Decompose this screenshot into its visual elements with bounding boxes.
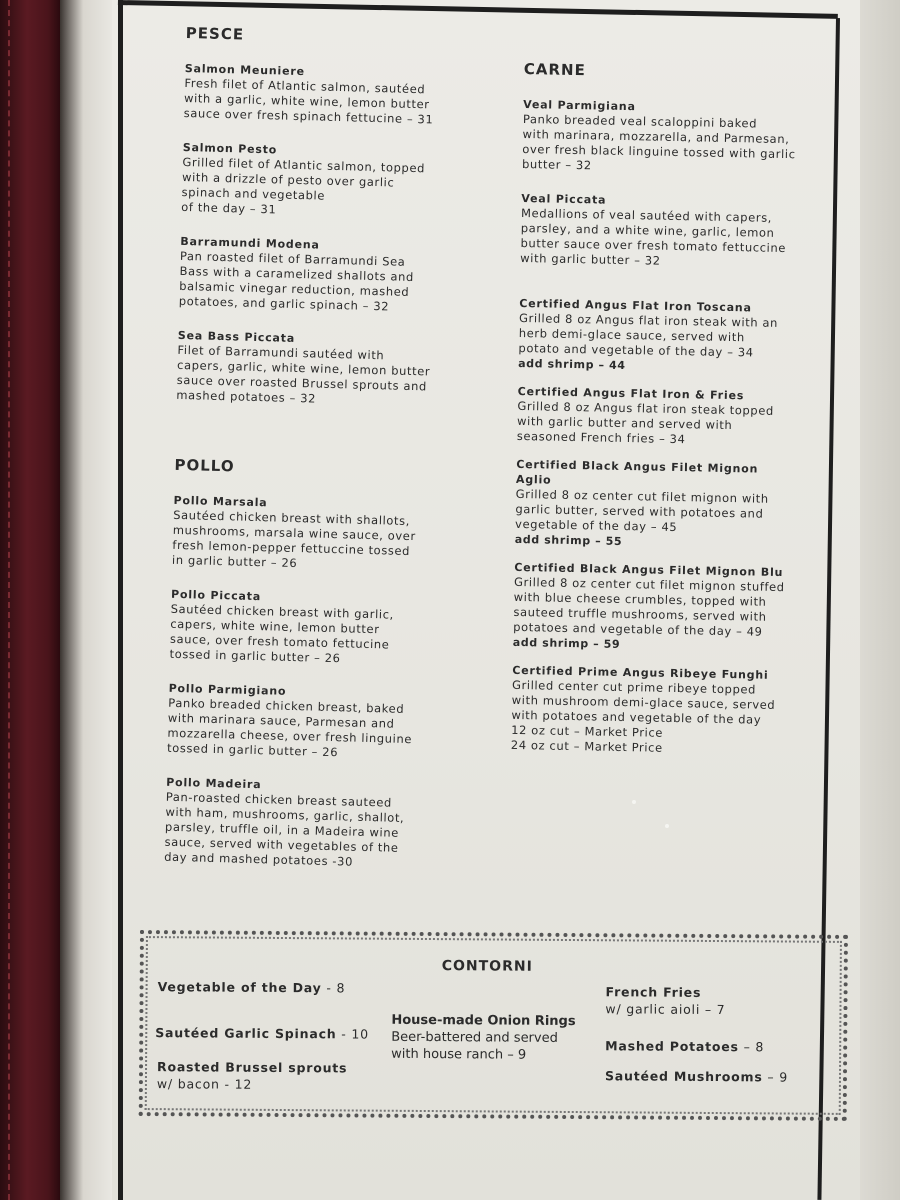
menu-item bbox=[164, 775, 456, 873]
add-shrimp-option: add shrimp – 44 bbox=[518, 356, 626, 373]
side-item bbox=[157, 1058, 348, 1093]
item-name: Certified Black Angus Filet Mignon Aglio bbox=[515, 457, 759, 487]
cover-gap bbox=[60, 0, 118, 1200]
side-item bbox=[158, 978, 346, 996]
menu-item bbox=[181, 140, 473, 223]
side-name: French Fries bbox=[605, 984, 702, 1000]
side-name: Mashed Potatoes bbox=[605, 1038, 739, 1055]
menu-item bbox=[169, 587, 461, 670]
side-detail: w/ garlic aioli – 7 bbox=[605, 1001, 726, 1018]
item-description: Grilled 8 oz center cut filet mignon with garlic butter, served with potatoes and vegetable of the day – 45 bbox=[514, 486, 769, 535]
item-description: Panko breaded chicken breast, baked with marinara sauce, Parmesan and mozzarella cheese, over fresh linguine tossed in garlic butter – 26 bbox=[166, 695, 413, 760]
paper-speck bbox=[632, 800, 636, 804]
item-name: Pollo Marsala bbox=[173, 493, 268, 510]
section-title-pollo: POLLO bbox=[174, 455, 235, 476]
item-description: Medallions of veal sautéed with capers, parsley, and a white wine, garlic, lemon butter sauce over fresh tomato fettuccine with garlic butter – 32 bbox=[520, 205, 787, 268]
item-description: Pan roasted filet of Barramundi Sea Bass with a caramelized shallots and balsamic vinegar reduction, mashed potatoes, and garlic spinach – 32 bbox=[178, 248, 415, 314]
side-name: Sautéed Mushrooms bbox=[604, 1068, 763, 1085]
item-description: Sautéed chicken breast with shallots, mushrooms, marsala wine sauce, over fresh lemon-pepper fettuccine tossed in garlic butter – 26 bbox=[171, 507, 416, 571]
menu-item bbox=[515, 457, 792, 552]
side-detail: Beer-battered and served with house ranch – 9 bbox=[391, 1029, 558, 1063]
side-price: - 10 bbox=[341, 1026, 369, 1042]
page-edge bbox=[860, 0, 900, 1200]
menu-item bbox=[179, 234, 471, 317]
side-item bbox=[605, 983, 725, 1018]
side-name: Roasted Brussel sprouts bbox=[156, 1059, 348, 1076]
side-item bbox=[391, 1012, 576, 1064]
item-description: Pan-roasted chicken breast sauteed with ham, mushrooms, garlic, shallot, parsley, truffle oil, in a Madeira wine sauce, served with vegetables of the day and mashed potatoes -30 bbox=[164, 789, 405, 869]
side-item bbox=[605, 1037, 764, 1055]
section-title-carne: CARNE bbox=[523, 60, 586, 80]
menu-item bbox=[176, 328, 468, 411]
item-name: Certified Prime Angus Ribeye Funghi bbox=[512, 663, 769, 682]
item-name: Barramundi Modena bbox=[180, 234, 320, 252]
add-shrimp-option: add shrimp – 55 bbox=[514, 532, 623, 548]
menu-item bbox=[513, 560, 790, 655]
side-name: Vegetable of the Day bbox=[157, 979, 322, 996]
item-name: Veal Piccata bbox=[521, 191, 607, 207]
left-column bbox=[164, 26, 476, 891]
menu-item bbox=[520, 191, 796, 271]
side-item bbox=[155, 1024, 369, 1042]
item-description: Panko breaded veal scaloppini baked with marinara, mozzarella, and Parmesan, over fresh black linguine tossed with garlic butter – 32 bbox=[521, 111, 796, 173]
item-name: Pollo Piccata bbox=[170, 587, 262, 604]
menu-item bbox=[522, 97, 798, 177]
item-description: Grilled 8 oz Angus flat iron steak topped with garlic butter and served with seasoned French fries – 34 bbox=[516, 398, 774, 447]
item-name: Pollo Madeira bbox=[166, 775, 262, 792]
item-name: Salmon Meuniere bbox=[184, 61, 306, 79]
menu-item bbox=[167, 681, 459, 764]
item-description: Grilled filet of Atlantic salmon, topped with a drizzle of pesto over garlic spinach and vegetable of the day – 31 bbox=[181, 154, 426, 217]
item-description: Grilled 8 oz center cut filet mignon stuffed with blue cheese crumbles, topped with sauteed truffle mushrooms, served with potatoes and vegetable of the day – 49 bbox=[513, 574, 785, 639]
item-description: Grilled 8 oz Angus flat iron steak with an herb demi-glace sauce, served with potato and vegetable of the day – 34 bbox=[518, 310, 779, 360]
section-title-contorni: CONTORNI bbox=[441, 958, 533, 975]
side-detail: w/ bacon - 12 bbox=[156, 1076, 253, 1092]
side-name: Sautéed Garlic Spinach bbox=[155, 1025, 337, 1042]
right-column bbox=[510, 62, 799, 777]
item-name: Sea Bass Piccata bbox=[177, 328, 296, 345]
item-name: Veal Parmigiana bbox=[523, 97, 636, 114]
menu-item bbox=[172, 493, 464, 576]
menu-item bbox=[517, 384, 793, 449]
side-price: – 9 bbox=[767, 1069, 789, 1085]
page-border-left bbox=[118, 0, 123, 1200]
item-name: Pollo Parmigiano bbox=[168, 681, 287, 698]
side-name: House-made Onion Rings bbox=[391, 1012, 576, 1030]
item-name: Certified Angus Flat Iron & Fries bbox=[517, 384, 745, 403]
item-name: Certified Black Angus Filet Mignon Blu bbox=[514, 560, 784, 580]
item-name: Salmon Pesto bbox=[182, 140, 278, 157]
add-shrimp-option: add shrimp – 59 bbox=[512, 635, 621, 651]
section-title-pesce: PESCE bbox=[185, 24, 245, 44]
item-description: Sautéed chicken breast with garlic, capers, white wine, lemon butter sauce, over fresh tomato fettucine tossed in garlic butter – 26 bbox=[169, 601, 395, 666]
menu-item bbox=[184, 61, 475, 129]
cover-stitching bbox=[8, 0, 10, 1200]
contorni-box bbox=[139, 930, 848, 1121]
item-description: Fresh filet of Atlantic salmon, sautéed with a garlic, white wine, lemon butter sauce over fresh spinach fettucine – 31 bbox=[183, 75, 434, 127]
item-description: Grilled center cut prime ribeye topped with mushroom demi-glace sauce, served with potatoes and vegetable of the day 12 oz cut – Market Price 24 oz cut – Market Price bbox=[510, 677, 776, 755]
item-name: Certified Angus Flat Iron Toscana bbox=[519, 296, 752, 315]
side-price: – 8 bbox=[743, 1039, 765, 1055]
menu-item bbox=[511, 663, 788, 758]
item-description: Filet of Barramundi sautéed with capers, garlic, white wine, lemon butter sauce over roasted Brussel sprouts and mashed potatoes – 32 bbox=[176, 342, 431, 406]
side-price: - 8 bbox=[326, 980, 346, 996]
paper-speck bbox=[665, 824, 669, 828]
side-item bbox=[605, 1067, 788, 1085]
menu-item bbox=[518, 296, 794, 376]
